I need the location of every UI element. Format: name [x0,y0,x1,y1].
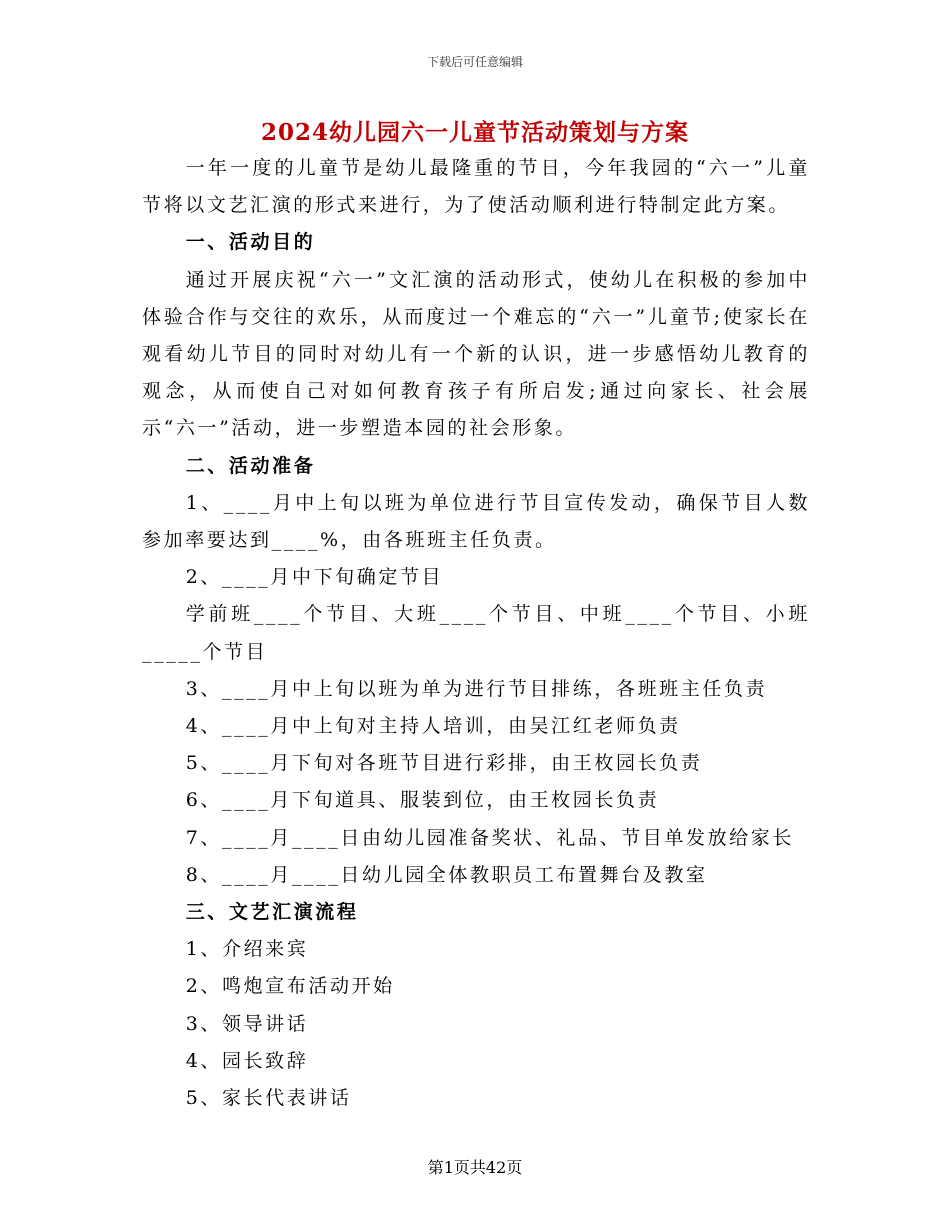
page-number: 第1页共42页 [427,1158,523,1177]
page-header-note: 下载后可任意编辑 [426,55,523,69]
preparation-item: 4、____月中上旬对主持人培训，由吴江红老师负责 [185,715,681,738]
document-title: 2024幼儿园六一儿童节活动策划与方案 [260,119,689,146]
program-flow-item: 4、园长致辞 [185,1049,309,1072]
preparation-item: 3、____月中上旬以班为单为进行节目排练，各班班主任负责 [185,677,768,700]
preparation-item: 8、____月____日幼儿园全体教职员工布置舞台及教室 [185,863,708,886]
preparation-item: 5、____月下旬对各班节目进行彩排，由王枚园长负责 [185,752,703,775]
program-flow-item: 1、介绍来宾 [185,938,309,961]
program-flow-item: 3、领导讲话 [185,1012,309,1035]
section-heading-purpose: 一、活动目的 [185,231,316,254]
preparation-item: 1、____月中上旬以班为单位进行节目宣传发动，确保节目人数参加率要达到____%，由各班班主任负责。 [142,491,810,552]
program-flow-item: 5、家长代表讲话 [185,1087,352,1110]
preparation-item: 7、____月____日由幼儿园准备奖状、礼品、节目单发放给家长 [185,826,794,849]
preparation-item: 6、____月下旬道具、服装到位，由王枚园长负责 [185,789,660,812]
purpose-paragraph: 通过开展庆祝“六一”文汇演的活动形式，使幼儿在积极的参加中体验合作与交往的欢乐，从而度过一个难忘的“六一”儿童节;使家长在观看幼儿节目的同时对幼儿有一个新的认识，进一步感悟幼儿教育的观念，从而使自己对如何教育孩子有所启发;通过向家长、社会展示“六一”活动，进一步塑造本园的社会形象。 [142,268,810,440]
program-flow-item: 2、鸣炮宣布活动开始 [185,975,395,998]
preparation-item: 2、____月中下旬确定节目 [185,566,444,589]
document-body [142,150,810,1117]
section-heading-preparation: 二、活动准备 [185,454,316,477]
section-heading-program-flow: 三、文艺汇演流程 [185,901,359,924]
preparation-item: 学前班____个节目、大班____个节目、中班____个节目、小班_____个节目 [142,603,810,663]
intro-paragraph: 一年一度的儿童节是幼儿最隆重的节日，今年我园的“六一”儿童节将以文艺汇演的形式来进行，为了使活动顺利进行特制定此方案。 [142,157,810,217]
